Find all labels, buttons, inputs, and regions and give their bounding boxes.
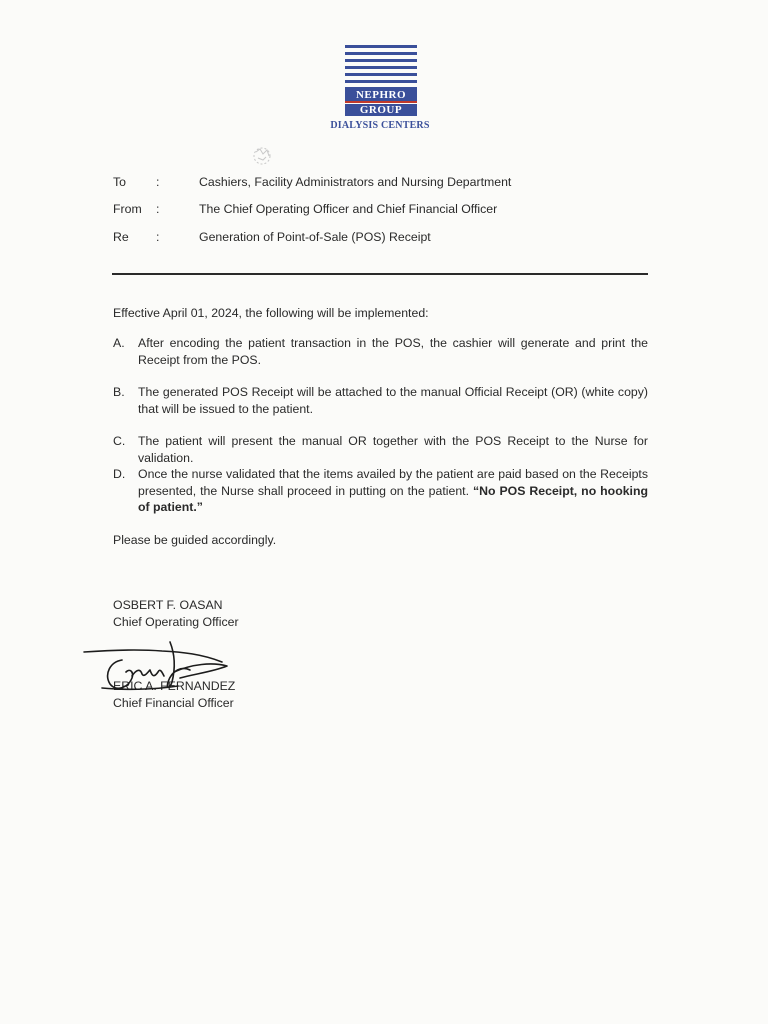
handwritten-signature bbox=[82, 632, 232, 702]
faint-stamp-mark bbox=[248, 142, 276, 170]
logo-red-line bbox=[345, 101, 417, 103]
re-value: Generation of Point-of-Sale (POS) Receipt bbox=[199, 230, 431, 244]
from-colon: : bbox=[156, 202, 160, 216]
re-colon: : bbox=[156, 230, 160, 244]
logo-subtitle: DIALYSIS CENTERS bbox=[330, 120, 430, 131]
list-item-d bbox=[113, 466, 648, 516]
to-value: Cashiers, Facility Administrators and Nursing Department bbox=[199, 175, 512, 189]
item-letter: C. bbox=[113, 434, 126, 448]
item-text: The generated POS Receipt will be attached to the manual Official Receipt (OR) (white copy) that will be issued to the patient. bbox=[138, 385, 648, 416]
logo-line2: GROUP bbox=[345, 104, 417, 116]
from-value: The Chief Operating Officer and Chief Financial Officer bbox=[199, 202, 498, 216]
item-text: After encoding the patient transaction in the POS, the cashier will generate and print the Receipt from the POS. bbox=[138, 336, 648, 367]
closing-text: Please be guided accordingly. bbox=[113, 533, 277, 547]
intro-text: Effective April 01, 2024, the following will be implemented: bbox=[113, 306, 429, 320]
to-label: To bbox=[113, 175, 126, 189]
item-text: The patient will present the manual OR together with the POS Receipt to the Nurse for validation. bbox=[138, 434, 648, 465]
logo-line1: NEPHRO bbox=[345, 89, 417, 101]
list-item-a bbox=[113, 335, 648, 368]
item-letter: D. bbox=[113, 467, 126, 481]
item-text-bold: “No POS Receipt, no hooking of patient.” bbox=[138, 483, 648, 515]
signatory-1-name: OSBERT F. OASAN bbox=[113, 598, 223, 612]
from-label: From bbox=[113, 202, 142, 216]
item-letter: B. bbox=[113, 385, 125, 399]
signatory-2-name: ERIC A. FERNANDEZ bbox=[113, 679, 236, 693]
item-letter: A. bbox=[113, 336, 125, 350]
list-item-c bbox=[113, 433, 648, 466]
item-text bbox=[138, 466, 648, 516]
signatory-2-title: Chief Financial Officer bbox=[113, 696, 234, 710]
signatory-1-title: Chief Operating Officer bbox=[113, 615, 239, 629]
re-label: Re bbox=[113, 230, 129, 244]
to-colon: : bbox=[156, 175, 160, 189]
header-divider bbox=[112, 273, 648, 275]
list-item-b bbox=[113, 384, 648, 417]
item-text-plain: Once the nurse validated that the items availed by the patient are paid based on the Receipts presented, the Nurse shall proceed in putting on the patient. bbox=[138, 467, 648, 498]
